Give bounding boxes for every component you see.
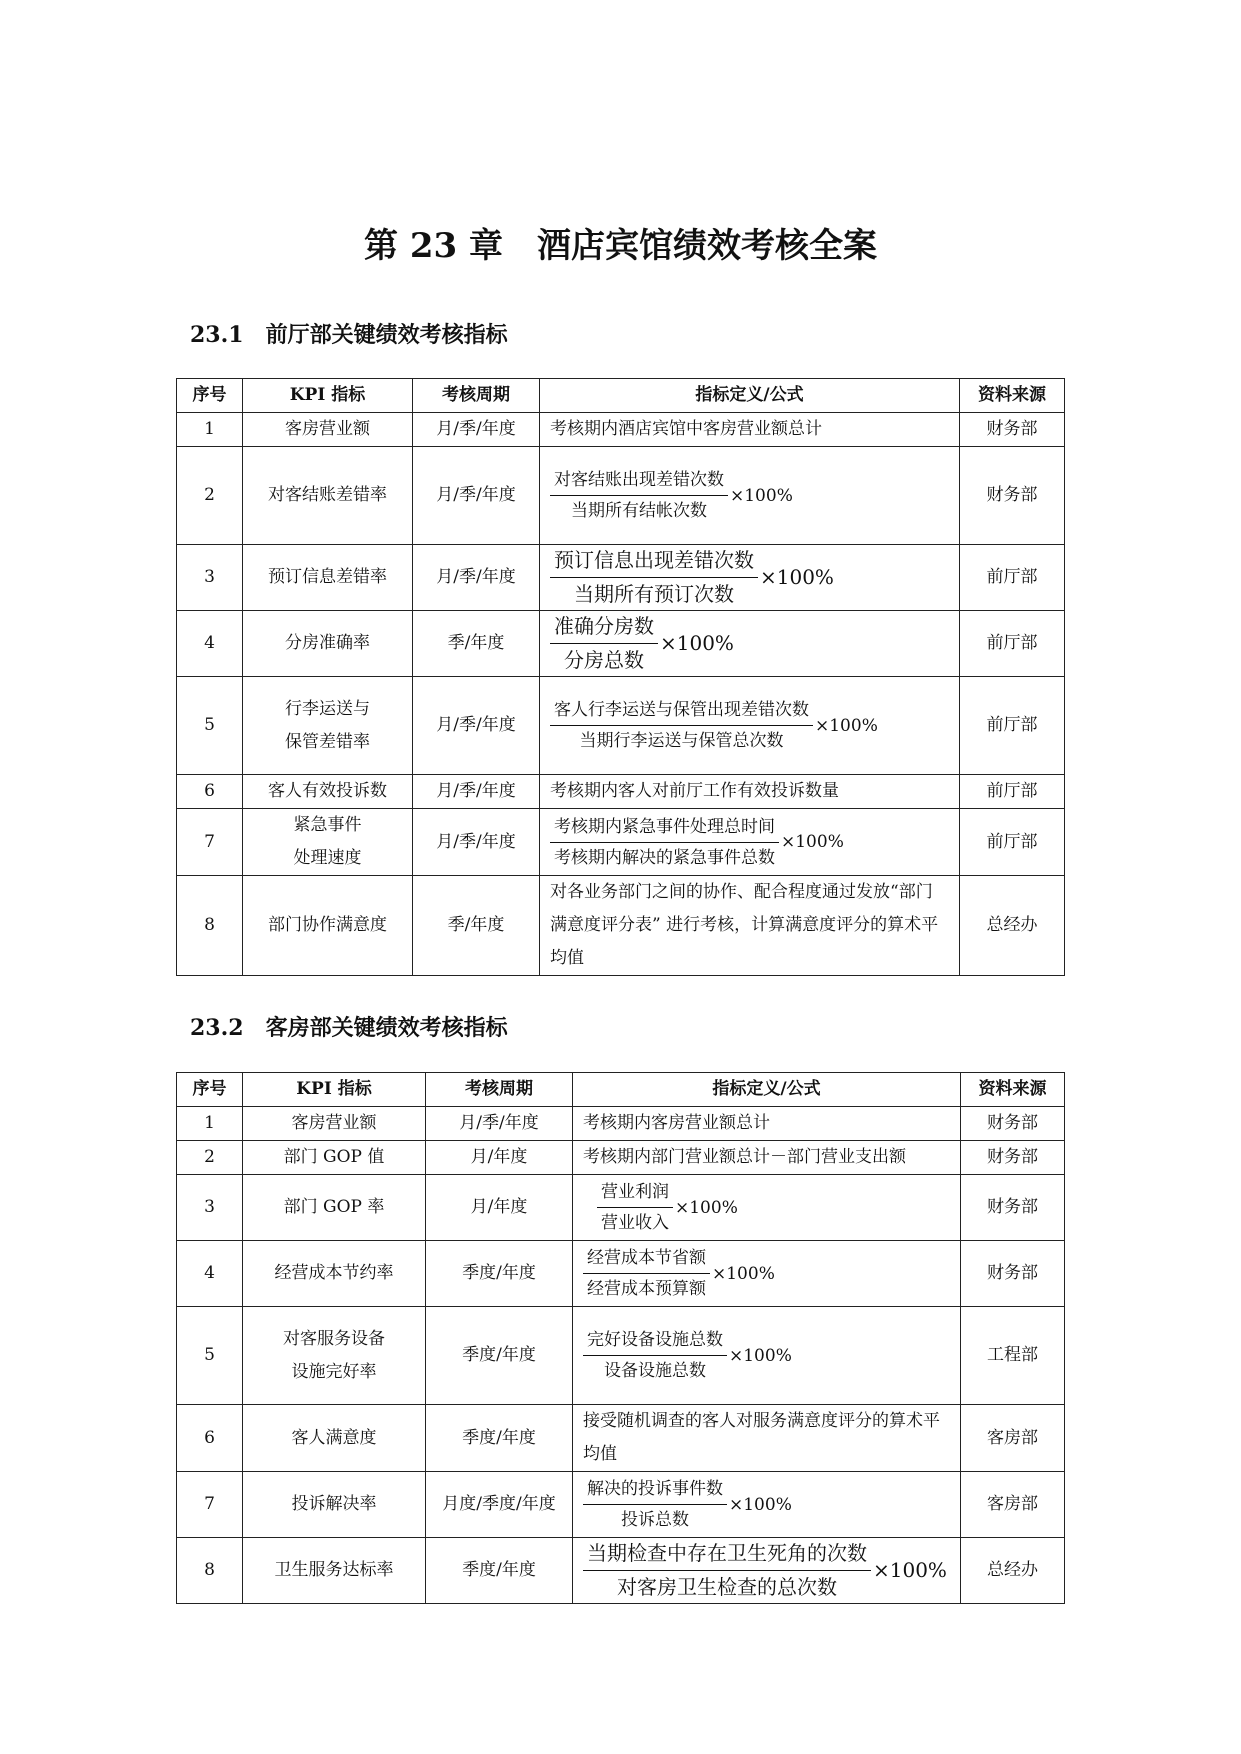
table-row: [177, 809, 1065, 876]
formula-multiplier: ×100%: [729, 1345, 792, 1366]
row-seq: 1: [177, 1107, 243, 1141]
header-source: 资料来源: [961, 1073, 1065, 1107]
header-seq: 序号: [177, 379, 243, 413]
row-source: 前厅部: [960, 775, 1065, 809]
row-seq: 7: [177, 809, 243, 876]
row-kpi: 预订信息差错率: [243, 545, 413, 611]
fraction-formula: [583, 1540, 950, 1601]
row-source: 财务部: [960, 413, 1065, 447]
formula-multiplier: ×100%: [729, 1494, 792, 1515]
fraction-formula: [550, 698, 949, 753]
row-period: 月/季/年度: [413, 545, 540, 611]
header-definition: 指标定义/公式: [573, 1073, 961, 1107]
row-kpi: 客房营业额: [243, 1107, 426, 1141]
row-kpi: 部门 GOP 率: [243, 1175, 426, 1241]
table-row: [177, 1175, 1065, 1241]
formula-numerator: 解决的投诉事件数: [583, 1477, 727, 1505]
formula-denominator: 分房总数: [564, 648, 644, 672]
section-title-housekeeping: 23.2 客房部关键绩效考核指标: [190, 1015, 508, 1041]
row-source: 财务部: [961, 1241, 1065, 1307]
formula-numerator: 营业利润: [597, 1180, 673, 1208]
kpi-line: 处理速度: [293, 848, 362, 868]
row-period: 月/季/年度: [413, 809, 540, 876]
row-seq: 4: [177, 1241, 243, 1307]
formula-denominator: 当期所有预订次数: [574, 582, 734, 606]
row-period: 季度/年度: [426, 1241, 573, 1307]
fraction-formula: [550, 468, 949, 523]
row-kpi: 部门协作满意度: [243, 876, 413, 976]
row-kpi: 客人满意度: [243, 1405, 426, 1472]
formula-multiplier: ×100%: [760, 565, 834, 589]
row-formula: [573, 1241, 961, 1307]
kpi-line: 设施完好率: [291, 1361, 377, 1382]
formula-multiplier: ×100%: [675, 1197, 738, 1218]
kpi-line: 紧急事件: [293, 815, 362, 835]
row-source: 财务部: [961, 1107, 1065, 1141]
formula-multiplier: ×100%: [712, 1263, 775, 1284]
row-source: 财务部: [960, 447, 1065, 545]
row-definition: [540, 876, 960, 976]
row-period: 季/年度: [413, 876, 540, 976]
formula-denominator: 当期行李运送与保管总次数: [579, 731, 784, 751]
formula-numerator: 对客结账出现差错次数: [550, 468, 728, 496]
row-seq: 6: [177, 1405, 243, 1472]
row-kpi: 部门 GOP 值: [243, 1141, 426, 1175]
row-source: 财务部: [961, 1141, 1065, 1175]
row-formula: [540, 677, 960, 775]
formula-multiplier: ×100%: [730, 485, 793, 506]
row-formula: [540, 611, 960, 677]
formula-denominator: 营业收入: [601, 1213, 669, 1233]
row-seq: 3: [177, 1175, 243, 1241]
row-formula: [573, 1175, 961, 1241]
row-source: 前厅部: [960, 677, 1065, 775]
section-title-front-office: 23.1 前厅部关键绩效考核指标: [190, 322, 508, 348]
row-period: 月/季/年度: [413, 677, 540, 775]
row-seq: 5: [177, 1307, 243, 1405]
row-kpi: [243, 677, 413, 775]
formula-numerator: 客人行李运送与保管出现差错次数: [550, 698, 813, 726]
fraction-formula: [550, 815, 949, 870]
formula-denominator: 考核期内解决的紧急事件总数: [554, 847, 775, 868]
formula-multiplier: ×100%: [873, 1558, 947, 1582]
table-row: [177, 677, 1065, 775]
row-formula: [540, 447, 960, 545]
row-formula: [573, 1307, 961, 1405]
row-seq: 4: [177, 611, 243, 677]
row-formula: [573, 1472, 961, 1538]
kpi-line: 对客服务设备: [283, 1328, 385, 1349]
table-header-row: [177, 1073, 1065, 1107]
row-seq: 2: [177, 447, 243, 545]
row-seq: 3: [177, 545, 243, 611]
row-seq: 8: [177, 876, 243, 976]
fraction-formula: [550, 547, 949, 608]
row-formula: [540, 545, 960, 611]
row-definition: 考核期内酒店宾馆中客房营业额总计: [540, 413, 960, 447]
row-period: 月/年度: [426, 1175, 573, 1241]
table-row: [177, 413, 1065, 447]
page-title: 第 23 章 酒店宾馆绩效考核全案: [364, 226, 877, 266]
table-row: [177, 1107, 1065, 1141]
row-seq: 7: [177, 1472, 243, 1538]
row-source: 工程部: [961, 1307, 1065, 1405]
row-period: 月/季/年度: [413, 413, 540, 447]
formula-numerator: 准确分房数: [550, 613, 658, 644]
row-seq: 1: [177, 413, 243, 447]
fraction-formula: [583, 1477, 950, 1532]
formula-numerator: 预订信息出现差错次数: [550, 547, 758, 578]
header-seq: 序号: [177, 1073, 243, 1107]
table-row: [177, 775, 1065, 809]
formula-numerator: 完好设备设施总数: [583, 1328, 727, 1356]
row-definition: 考核期内客人对前厅工作有效投诉数量: [540, 775, 960, 809]
row-definition: 考核期内客房营业额总计: [573, 1107, 961, 1141]
row-source: 总经办: [960, 876, 1065, 976]
formula-multiplier: ×100%: [660, 631, 734, 655]
row-period: 季/年度: [413, 611, 540, 677]
formula-denominator: 投诉总数: [621, 1510, 689, 1530]
row-period: 月/季/年度: [413, 775, 540, 809]
row-period: 季度/年度: [426, 1307, 573, 1405]
row-source: 客房部: [961, 1405, 1065, 1472]
row-kpi: 投诉解决率: [243, 1472, 426, 1538]
row-period: 月度/季度/年度: [426, 1472, 573, 1538]
table-header-row: [177, 379, 1065, 413]
fraction-formula: [583, 1180, 950, 1235]
table-row: [177, 1538, 1065, 1604]
table-row: [177, 1241, 1065, 1307]
header-kpi: KPI 指标: [243, 379, 413, 413]
table-row: [177, 1307, 1065, 1405]
header-period: 考核周期: [426, 1073, 573, 1107]
row-kpi: 对客结账差错率: [243, 447, 413, 545]
row-period: 月/季/年度: [413, 447, 540, 545]
row-source: 前厅部: [960, 611, 1065, 677]
row-period: 月/年度: [426, 1141, 573, 1175]
header-period: 考核周期: [413, 379, 540, 413]
kpi-line: 保管差错率: [285, 731, 370, 752]
kpi-line: 行李运送与: [285, 698, 370, 719]
row-source: 客房部: [961, 1472, 1065, 1538]
table-row: [177, 1472, 1065, 1538]
table-row: [177, 611, 1065, 677]
fraction-formula: [583, 1246, 950, 1301]
row-kpi: [243, 1307, 426, 1405]
formula-denominator: 设备设施总数: [604, 1361, 706, 1381]
row-formula: [573, 1538, 961, 1604]
formula-denominator: 当期所有结帐次数: [571, 501, 707, 521]
row-source: 财务部: [961, 1175, 1065, 1241]
definition-text: 接受随机调查的客人对服务满意度评分的算术平均值: [583, 1411, 940, 1464]
header-definition: 指标定义/公式: [540, 379, 960, 413]
row-source: 总经办: [961, 1538, 1065, 1604]
row-kpi: 客人有效投诉数: [243, 775, 413, 809]
header-kpi: KPI 指标: [243, 1073, 426, 1107]
row-kpi: 卫生服务达标率: [243, 1538, 426, 1604]
row-period: 季度/年度: [426, 1538, 573, 1604]
formula-multiplier: ×100%: [815, 715, 878, 736]
kpi-table-housekeeping: [176, 1072, 1065, 1604]
definition-text: 对各业务部门之间的协作、配合程度通过发放“部门满意度评分表” 进行考核，计算满意度评分的算术平均值: [550, 882, 939, 968]
row-source: 前厅部: [960, 545, 1065, 611]
table-row: [177, 545, 1065, 611]
kpi-table-front-office: [176, 378, 1065, 976]
row-definition: 考核期内部门营业额总计－部门营业支出额: [573, 1141, 961, 1175]
header-source: 资料来源: [960, 379, 1065, 413]
table-row: [177, 1405, 1065, 1472]
row-formula: [540, 809, 960, 876]
row-seq: 8: [177, 1538, 243, 1604]
row-source: 前厅部: [960, 809, 1065, 876]
row-seq: 5: [177, 677, 243, 775]
table-row: [177, 447, 1065, 545]
row-kpi: 经营成本节约率: [243, 1241, 426, 1307]
row-kpi: 分房准确率: [243, 611, 413, 677]
formula-denominator: 对客房卫生检查的总次数: [617, 1575, 837, 1599]
table-row: [177, 1141, 1065, 1175]
row-period: 季度/年度: [426, 1405, 573, 1472]
formula-numerator: 当期检查中存在卫生死角的次数: [583, 1540, 871, 1571]
formula-denominator: 经营成本预算额: [587, 1279, 706, 1299]
formula-numerator: 考核期内紧急事件处理总时间: [550, 815, 779, 843]
row-seq: 2: [177, 1141, 243, 1175]
row-definition: [573, 1405, 961, 1472]
row-kpi: [243, 809, 413, 876]
row-period: 月/季/年度: [426, 1107, 573, 1141]
fraction-formula: [550, 613, 949, 674]
row-kpi: 客房营业额: [243, 413, 413, 447]
row-seq: 6: [177, 775, 243, 809]
table-row: [177, 876, 1065, 976]
formula-numerator: 经营成本节省额: [583, 1246, 710, 1274]
formula-multiplier: ×100%: [781, 832, 844, 852]
fraction-formula: [583, 1328, 950, 1383]
